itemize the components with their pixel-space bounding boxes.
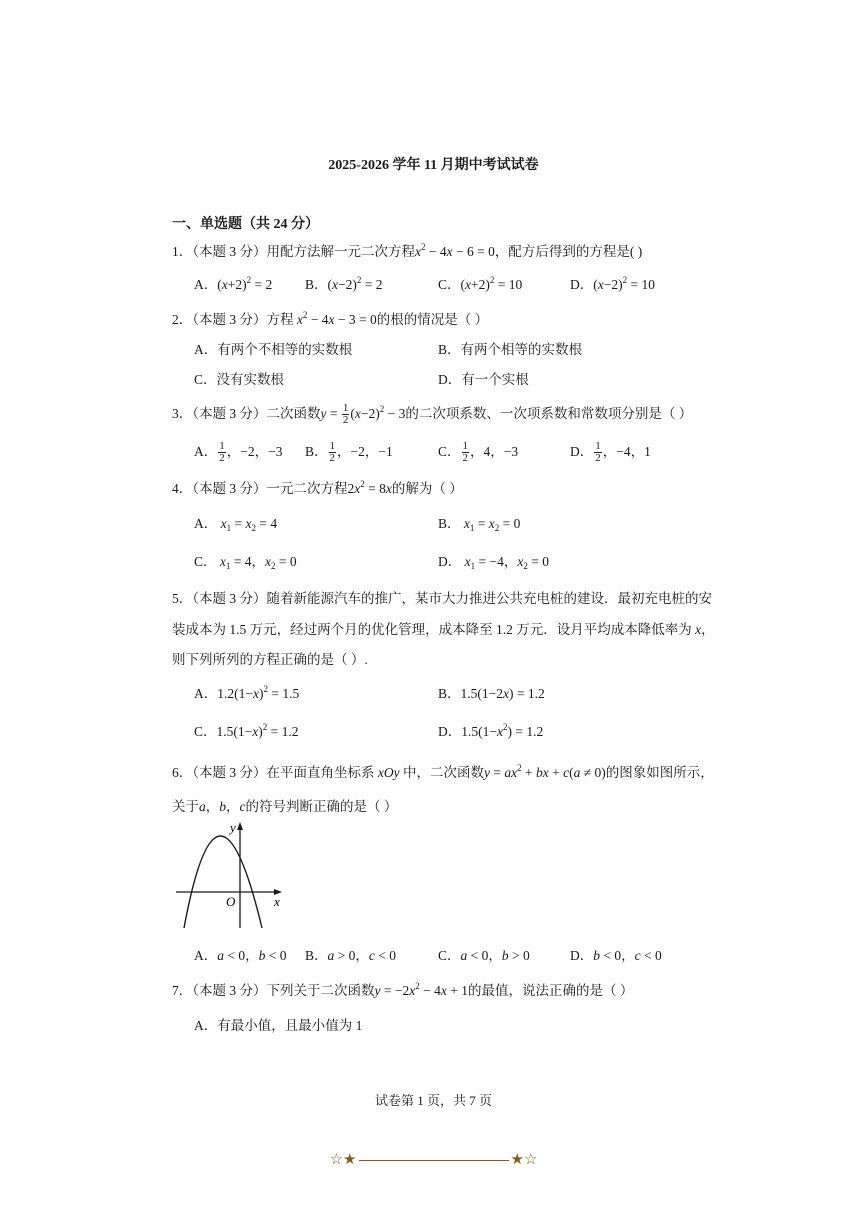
equation: $2x^2 = 8x$ xyxy=(347,479,392,496)
option-c[interactable]: C．$1.5(1-x)^2 = 1.2$ xyxy=(194,722,299,739)
option-b[interactable]: B． $x_1 = x_2 = 0$ xyxy=(438,516,521,533)
parabola-graph xyxy=(172,816,292,936)
option-b[interactable]: B．$(x-2)^2 = 2$ xyxy=(305,275,383,292)
parabola-curve xyxy=(184,836,262,928)
option-a[interactable]: A． $\frac{1}{2}$ ，−2，−3 xyxy=(194,440,283,465)
question-number: 1． xyxy=(172,244,193,259)
question-2: 2．（本题 3 分）方程 $x^2 - 4x - 3 = 0$的根的情况是（ ） xyxy=(172,310,489,327)
question-7: 7．（本题 3 分）下列关于二次函数$y = -2x^2 - 4x + 1$的最值，说法正确的是（ ） xyxy=(172,981,634,998)
question-4: 4．（本题 3 分）一元二次方程$2x^2 = 8x$的解为（ ） xyxy=(172,479,463,496)
option-d[interactable]: D． $x_1 = -4$，$x_2 = 0$ xyxy=(438,554,549,571)
equation: y = $\frac{1}{2}$ $(x-2)^2 - 3$ xyxy=(320,402,406,427)
equation: $y = -2x^2 - 4x + 1$ xyxy=(374,981,468,998)
equation: $y = ax^2$ + bx + c(a ≠ 0) xyxy=(483,763,606,780)
equation: $x^2 - 4x - 6 = 0$ xyxy=(415,242,495,259)
option-d[interactable]: D． $\frac{1}{2}$ ，−4，1 xyxy=(570,440,651,465)
question-3: 3．（本题 3 分）二次函数y = $\frac{1}{2}$ $(x-2)^2 - 3$的二次项系数、一次项系数和常数项分别是（ ） xyxy=(172,402,693,427)
origin-label: O xyxy=(226,894,236,909)
equation: $x^2 - 4x - 3 = 0$ xyxy=(296,310,377,327)
option-b[interactable]: B．a > 0，c < 0 xyxy=(305,948,397,963)
option-c[interactable]: C．a < 0，b > 0 xyxy=(438,948,530,963)
section-heading: 一、单选题（共 24 分） xyxy=(172,217,319,232)
option-d[interactable]: D．$(x-2)^2 = 10$ xyxy=(570,275,655,292)
option-c[interactable]: C． $x_1 = 4$，$x_2 = 0$ xyxy=(194,554,297,571)
question-text: 用配方法解一元二次方程 xyxy=(266,244,415,259)
option-c[interactable]: C． $\frac{1}{2}$ ，4，−3 xyxy=(438,440,519,465)
page-title: 2025-2026 学年 11 月期中考试试卷 xyxy=(328,158,539,173)
question-6: 6．（本题 3 分）在平面直角坐标系 xOy 中，二次函数$y = ax^2$ + bx + c(a ≠ 0)的图象如图所示， xyxy=(172,763,714,780)
star-icon: ★☆ xyxy=(510,1152,538,1168)
star-icon: ☆★ xyxy=(329,1152,357,1168)
option-a[interactable]: A．$(x+2)^2 = 2$ xyxy=(194,275,273,292)
option-b[interactable]: B．有两个相等的实数根 xyxy=(438,342,583,357)
option-a[interactable]: A．a < 0，b < 0 xyxy=(194,948,287,963)
option-b[interactable]: B． $\frac{1}{2}$ ，−2，−1 xyxy=(305,440,393,465)
option-b[interactable]: B．1.5(1−2x) = 1.2 xyxy=(438,686,545,701)
question-5: 5．（本题 3 分）随着新能源汽车的推广，某市大力推进公共充电桩的建设．最初充电桩的安 xyxy=(172,591,712,606)
question-1 xyxy=(172,240,642,260)
question-5-line-3: 则下列所列的方程正确的是（ ）. xyxy=(172,652,368,667)
question-6-line-2: 关于a，b，c的符号判断正确的是（ ） xyxy=(172,799,398,814)
option-a[interactable]: A．$1.2(1-x)^2 = 1.5$ xyxy=(194,684,300,701)
option-c[interactable]: C．$(x+2)^2 = 10$ xyxy=(438,275,523,292)
y-axis-label: y xyxy=(230,820,236,835)
question-5-line-2: 装成本为 1.5 万元，经过两个月的优化管理，成本降至 1.2 万元．设月平均成本降低率为 x， xyxy=(172,622,715,637)
x-axis-label: x xyxy=(274,894,280,909)
y-axis-arrow xyxy=(237,822,243,830)
option-d[interactable]: D．b < 0，c < 0 xyxy=(570,948,662,963)
option-d[interactable]: D．有一个实根 xyxy=(438,372,529,387)
option-a[interactable]: A．有最小值，且最小值为 1 xyxy=(194,1018,363,1033)
question-points: （本题 3 分） xyxy=(192,244,267,259)
question-text: ，配方后得到的方程是( ) xyxy=(494,244,643,259)
page-footer: 试卷第 1 页，共 7 页 xyxy=(374,1093,492,1108)
decorative-divider xyxy=(0,1150,867,1169)
option-a[interactable]: A．有两个不相等的实数根 xyxy=(194,342,353,357)
option-c[interactable]: C．没有实数根 xyxy=(194,372,285,387)
option-d[interactable]: D．$1.5(1-x^2) = 1.2$ xyxy=(438,722,544,739)
option-a[interactable]: A． $x_1 = x_2 = 4$ xyxy=(194,516,278,533)
